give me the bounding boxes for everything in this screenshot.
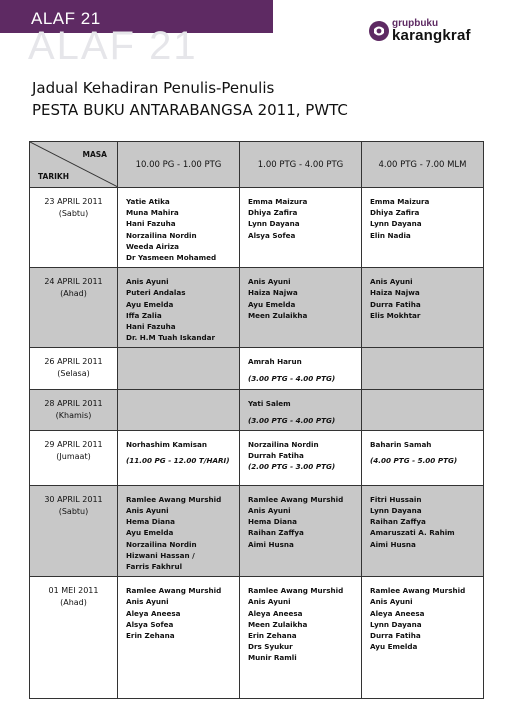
- author-name: Drs Syukur: [248, 642, 293, 652]
- table-row: [30, 268, 484, 348]
- author-name: Ayu Emelda: [126, 299, 174, 309]
- date-text: 26 APRIL 2011: [44, 357, 103, 367]
- author-name: Munir Ramli: [248, 653, 297, 663]
- author-name: Meen Zulaikha: [248, 619, 308, 629]
- author-name: Emma Maizura: [370, 197, 430, 206]
- slot-header: 10.00 PG - 1.00 PTG: [118, 142, 240, 188]
- slot-cell: [362, 430, 484, 485]
- author-name: Ramlee Awang Murshid: [370, 586, 466, 596]
- author-name: Anis Ayuni: [248, 277, 291, 287]
- table-row: [30, 188, 484, 268]
- ghost-watermark-text: ALAF 21: [28, 24, 198, 68]
- slot-cell: [118, 348, 240, 390]
- date-text: 23 APRIL 2011: [44, 197, 103, 206]
- author-name: Durrah Fatiha: [248, 451, 304, 461]
- author-name: Haiza Najwa: [370, 288, 420, 298]
- time-note: (4.00 PTG - 5.00 PTG): [370, 456, 458, 466]
- table-row: [30, 390, 484, 430]
- author-name: Puteri Andalas: [126, 288, 186, 298]
- author-name: Farris Fakhrul: [126, 562, 183, 572]
- slot-cell: [362, 390, 484, 430]
- slot-cell: [118, 485, 240, 576]
- author-name: Aleya Aneesa: [126, 608, 181, 618]
- slot-cell: [118, 188, 240, 268]
- author-name: (2.00 PTG - 3.00 PTG): [248, 462, 336, 472]
- author-name: Hani Fazuha: [126, 219, 176, 229]
- date-cell: [30, 485, 118, 576]
- karangkraf-logo: [368, 18, 488, 48]
- author-name: Hema Diana: [248, 517, 297, 527]
- author-name: Lynn Dayana: [370, 506, 422, 516]
- author-name: Yati Salem: [248, 399, 291, 409]
- slot-cell: [240, 348, 362, 390]
- date-text: 01 MEI 2011: [48, 586, 99, 596]
- author-name: Yatie Atika: [126, 197, 170, 206]
- author-name: Norzailina Nordin: [126, 230, 197, 240]
- author-name: Amrah Harun: [248, 357, 302, 367]
- author-name: Dr. H.M Tuah Iskandar: [126, 333, 216, 343]
- time-note: (3.00 PTG - 4.00 PTG): [248, 415, 336, 425]
- author-name: Anis Ayuni: [370, 597, 413, 607]
- day-text: (Ahad): [60, 289, 87, 299]
- author-name: Elin Nadia: [370, 230, 411, 240]
- slot-header: 4.00 PTG - 7.00 MLM: [362, 142, 484, 188]
- slot-cell: [362, 577, 484, 699]
- slot-cell: [240, 188, 362, 268]
- author-name: Anis Ayuni: [248, 597, 291, 607]
- author-name: Ramlee Awang Murshid: [248, 586, 344, 596]
- author-name: Elis Mokhtar: [370, 310, 421, 320]
- slot-header: 1.00 PTG - 4.00 PTG: [240, 142, 362, 188]
- author-name: Aleya Aneesa: [370, 608, 425, 618]
- author-name: Haiza Najwa: [248, 288, 298, 298]
- slot-cell: [240, 577, 362, 699]
- author-name: Anis Ayuni: [126, 597, 169, 607]
- author-name: Fitri Hussain: [370, 494, 422, 504]
- author-name: Raihan Zaffya: [370, 517, 426, 527]
- author-name: Lynn Dayana: [248, 219, 300, 229]
- logo-wordmark: karangkraf: [392, 27, 471, 44]
- corner-label-tarikh: TARIKH: [38, 172, 69, 181]
- author-name: Dhiya Zafira: [370, 208, 420, 218]
- date-text: 24 APRIL 2011: [44, 277, 103, 287]
- author-name: Durra Fatiha: [370, 631, 421, 641]
- author-name: Raihan Zaffya: [248, 528, 304, 538]
- date-cell: [30, 390, 118, 430]
- author-name: Aleya Aneesa: [248, 608, 303, 618]
- page-subtitle: PESTA BUKU ANTARABANGSA 2011, PWTC: [32, 101, 348, 119]
- author-name: Erin Zehana: [248, 631, 297, 641]
- author-name: Ramlee Awang Murshid: [248, 494, 344, 504]
- slot-cell: [362, 485, 484, 576]
- time-note: (11.00 PG - 12.00 T/HARI): [126, 456, 230, 466]
- slot-cell: [240, 485, 362, 576]
- author-name: Dhiya Zafira: [248, 208, 298, 218]
- karangkraf-logo-icon: [368, 20, 390, 42]
- date-cell: [30, 268, 118, 348]
- page-title: Jadual Kehadiran Penulis-Penulis: [32, 79, 275, 97]
- author-name: Norzailina Nordin: [126, 539, 197, 549]
- time-note: (3.00 PTG - 4.00 PTG): [248, 373, 336, 383]
- author-name: Hizwani Hassan /: [126, 550, 195, 560]
- author-name: Ramlee Awang Murshid: [126, 494, 222, 504]
- logo-subtext: grupbuku: [392, 18, 439, 29]
- author-name: Aimi Husna: [370, 539, 416, 549]
- author-name: Iffa Zalia: [126, 310, 162, 320]
- author-name: Hema Diana: [126, 517, 175, 527]
- date-cell: [30, 430, 118, 485]
- slot-cell: [118, 390, 240, 430]
- author-name: Norhashim Kamisan: [126, 439, 207, 449]
- author-name: Weeda Airiza: [126, 241, 179, 251]
- table-row: [30, 577, 484, 699]
- author-name: Erin Zehana: [126, 631, 175, 641]
- day-text: (Ahad): [60, 598, 87, 608]
- author-name: Lynn Dayana: [370, 219, 422, 229]
- slot-cell: [362, 188, 484, 268]
- author-name: Durra Fatiha: [370, 299, 421, 309]
- author-name: Ramlee Awang Murshid: [126, 586, 222, 596]
- header-row: [30, 142, 484, 188]
- day-text: (Jumaat): [56, 451, 91, 461]
- author-name: Ayu Emelda: [248, 299, 296, 309]
- day-text: (Sabtu): [58, 506, 89, 516]
- table-row: [30, 485, 484, 576]
- author-name: Lynn Dayana: [370, 619, 422, 629]
- date-cell: [30, 188, 118, 268]
- author-name: Meen Zulaikha: [248, 310, 308, 320]
- author-name: Anis Ayuni: [126, 506, 169, 516]
- slot-cell: [118, 430, 240, 485]
- author-name: Anis Ayuni: [126, 277, 169, 287]
- slot-cell: [362, 348, 484, 390]
- slot-cell: [240, 390, 362, 430]
- slot-cell: [240, 430, 362, 485]
- author-name: Alsya Sofea: [126, 619, 174, 629]
- corner-cell: [30, 142, 118, 188]
- day-text: (Sabtu): [58, 209, 89, 218]
- author-name: Anis Ayuni: [248, 506, 291, 516]
- corner-label-masa: MASA: [82, 150, 107, 159]
- author-name: Amaruszati A. Rahim: [370, 528, 455, 538]
- date-cell: [30, 348, 118, 390]
- author-name: Dr Yasmeen Mohamed: [126, 253, 217, 263]
- author-name: Aimi Husna: [248, 539, 294, 549]
- author-name: Muna Mahira: [126, 208, 179, 218]
- slot-cell: [362, 268, 484, 348]
- author-name: Ayu Emelda: [126, 528, 174, 538]
- banner-label: ALAF 21: [31, 9, 101, 28]
- author-name: Baharin Samah: [370, 439, 432, 449]
- table-row: [30, 430, 484, 485]
- author-name: Ayu Emelda: [370, 642, 418, 652]
- day-text: (Khamis): [55, 411, 92, 421]
- author-name: Anis Ayuni: [370, 277, 413, 287]
- date-text: 29 APRIL 2011: [44, 439, 103, 449]
- day-text: (Selasa): [57, 369, 90, 379]
- date-cell: [30, 577, 118, 699]
- table-row: [30, 348, 484, 390]
- slot-cell: [118, 577, 240, 699]
- author-name: Alsya Sofea: [248, 230, 296, 240]
- author-name: Norzailina Nordin: [248, 439, 319, 449]
- date-text: 30 APRIL 2011: [44, 494, 103, 504]
- author-name: Hani Fazuha: [126, 322, 176, 332]
- schedule-table: [29, 141, 484, 699]
- date-text: 28 APRIL 2011: [44, 399, 103, 409]
- slot-cell: [118, 268, 240, 348]
- slot-cell: [240, 268, 362, 348]
- author-name: Emma Maizura: [248, 197, 308, 206]
